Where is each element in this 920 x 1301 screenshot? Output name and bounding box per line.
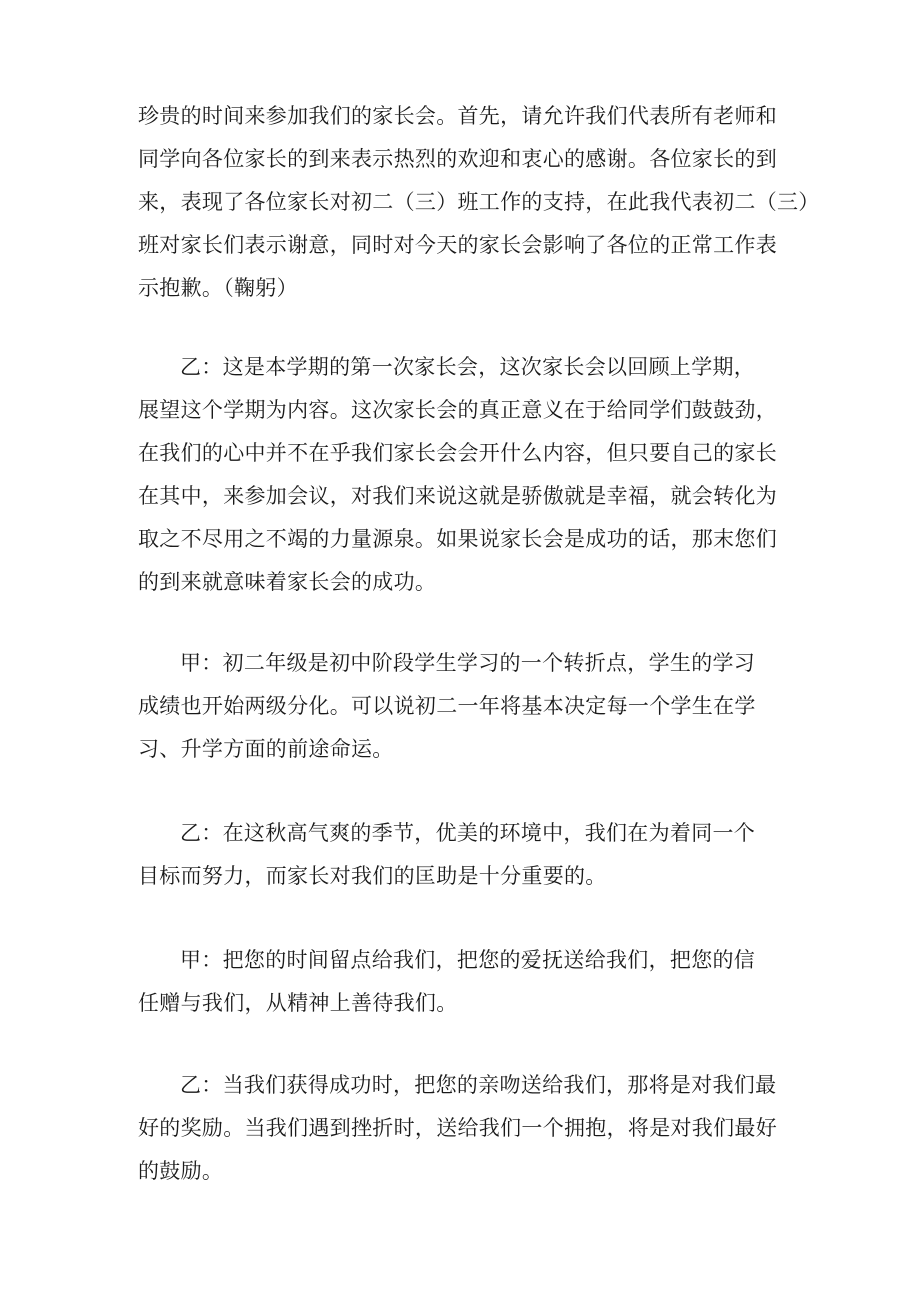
paragraph-line: 的鼓励。: [138, 1159, 224, 1183]
paragraph-line: 在我们的心中并不在乎我们家长会会开什么内容，但只要自己的家长: [138, 441, 777, 465]
paragraph-welcome: [138, 95, 820, 310]
paragraph-line: 任赠与我们，从精神上善待我们。: [138, 991, 458, 1015]
paragraph-jia-time: [138, 939, 786, 1025]
paragraph-line: 甲：把您的时间留点给我们，把您的爱抚送给我们，把您的信: [180, 948, 756, 972]
paragraph-line: 班对家长们表示谢意，同时对今天的家长会影响了各位的正常工作表: [138, 233, 777, 257]
paragraph-line: 乙：在这秋高气爽的季节，优美的环境中，我们在为着同一个: [180, 821, 756, 845]
paragraph-line: 在其中，来参加会议，对我们来说这就是骄傲就是幸福，就会转化为: [138, 484, 777, 508]
paragraph-line: 目标而努力，而家长对我们的匡助是十分重要的。: [138, 864, 607, 888]
paragraph-line: 展望这个学期为内容。这次家长会的真正意义在于给同学们鼓鼓劲，: [138, 398, 777, 422]
paragraph-line: 习、升学方面的前途命运。: [138, 737, 394, 761]
paragraph-line: 同学向各位家长的到来表示热烈的欢迎和衷心的感谢。各位家长的到: [138, 147, 777, 171]
paragraph-yi-autumn: [138, 812, 786, 898]
paragraph-line: 乙：当我们获得成功时，把您的亲吻送给我们，那将是对我们最: [180, 1073, 777, 1097]
paragraph-line: 取之不尽用之不竭的力量源泉。如果说家长会是成功的话，那末您们: [138, 527, 777, 551]
paragraph-line: 珍贵的时间来参加我们的家长会。首先，请允许我们代表所有老师和: [138, 104, 777, 128]
paragraph-line: 来，表现了各位家长对初二（三）班工作的支持，在此我代表初二（三）: [138, 190, 820, 214]
paragraph-line: 乙：这是本学期的第一次家长会，这次家长会以回顾上学期，: [180, 355, 756, 379]
paragraph-line: 成绩也开始两级分化。可以说初二一年将基本决定每一个学生在学: [138, 694, 756, 718]
paragraph-yi-reward: [138, 1064, 786, 1193]
paragraph-line: 的到来就意味着家长会的成功。: [138, 570, 437, 594]
paragraph-jia-turning-point: [138, 642, 786, 771]
paragraph-line: 示抱歉。（鞠躬）: [138, 276, 298, 300]
paragraph-yi-first-meeting: [138, 346, 786, 604]
paragraph-line: 甲：初二年级是初中阶段学生学习的一个转折点，学生的学习: [180, 651, 756, 675]
paragraph-line: 好的奖励。当我们遇到挫折时，送给我们一个拥抱，将是对我们最好: [138, 1116, 777, 1140]
